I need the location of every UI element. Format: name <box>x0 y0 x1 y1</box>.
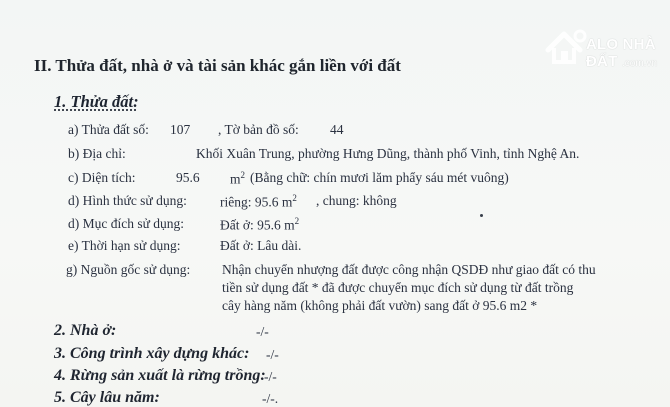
other-construction-heading: 3. Công trình xây dựng khác: <box>54 345 250 362</box>
area-value: 95.6 <box>176 170 200 185</box>
purpose-value <box>220 216 299 234</box>
area-label: c) Diện tích: <box>68 170 136 185</box>
origin-line-1: Nhận chuyển nhượng đất được công nhận QSDĐ như giao đất có thu <box>222 262 596 277</box>
usage-form-private <box>220 193 297 211</box>
area-in-words: (Bằng chữ: chín mươi lăm phẩy sáu mét vuông) <box>250 170 509 185</box>
usage-private-text: riêng: 95.6 m <box>220 194 293 210</box>
house-value: -/- <box>256 324 269 339</box>
watermark-logo <box>544 24 666 84</box>
perennial-trees-heading: 5. Cây lâu năm: <box>54 389 160 406</box>
map-sheet-label: , Tờ bản đồ số: <box>218 122 299 137</box>
parcel-number-label: a) Thửa đất số: <box>68 122 149 137</box>
origin-line-3: cây hàng năm (không phải đất vườn) sang đất ở 95.6 m2 * <box>222 298 538 313</box>
address-label: b) Địa chỉ: <box>68 146 126 161</box>
area-unit <box>230 170 245 188</box>
parcel-number-value: 107 <box>170 122 191 137</box>
watermark-brand: ALO NHÀ ĐẤT <box>586 36 656 70</box>
usage-private-sup: 2 <box>292 193 297 203</box>
purpose-label: d) Mục đích sử dụng: <box>68 216 185 231</box>
house-icon <box>544 24 590 68</box>
address-value: Khối Xuân Trung, phường Hưng Dũng, thành phố Vinh, tỉnh Nghệ An. <box>196 146 580 161</box>
map-sheet-value: 44 <box>330 122 344 137</box>
land-heading <box>54 92 139 112</box>
house-heading: 2. Nhà ở: <box>54 322 117 339</box>
planted-forest-value: -/- <box>264 369 277 384</box>
area-unit-text: m <box>230 171 241 187</box>
purpose-value-sup: 2 <box>294 216 300 226</box>
other-construction-value: -/- <box>266 347 279 362</box>
term-value: Đất ở: Lâu dài. <box>220 238 302 253</box>
origin-line-2: tiền sử dụng đất * đã được chuyển mục đích sử dụng từ đất trồng <box>222 280 574 295</box>
term-label: e) Thời hạn sử dụng: <box>68 238 181 253</box>
usage-form-label: d) Hình thức sử dụng: <box>68 193 187 208</box>
purpose-value-text: Đất ở: 95.6 m <box>220 217 295 233</box>
land-heading-text: 1. Thửa đất: <box>54 92 139 111</box>
watermark-domain: .com.vn <box>622 58 658 69</box>
ink-dot <box>480 214 483 217</box>
area-unit-sup: 2 <box>240 170 246 180</box>
perennial-trees-value: -/-. <box>262 391 279 406</box>
section-title: II. Thửa đất, nhà ở và tài sản khác gắn liền với đất <box>34 56 401 75</box>
planted-forest-heading: 4. Rừng sản xuất là rừng trồng: <box>54 367 266 384</box>
origin-label: g) Nguồn gốc sử dụng: <box>66 262 191 277</box>
usage-form-common: , chung: không <box>316 193 397 208</box>
